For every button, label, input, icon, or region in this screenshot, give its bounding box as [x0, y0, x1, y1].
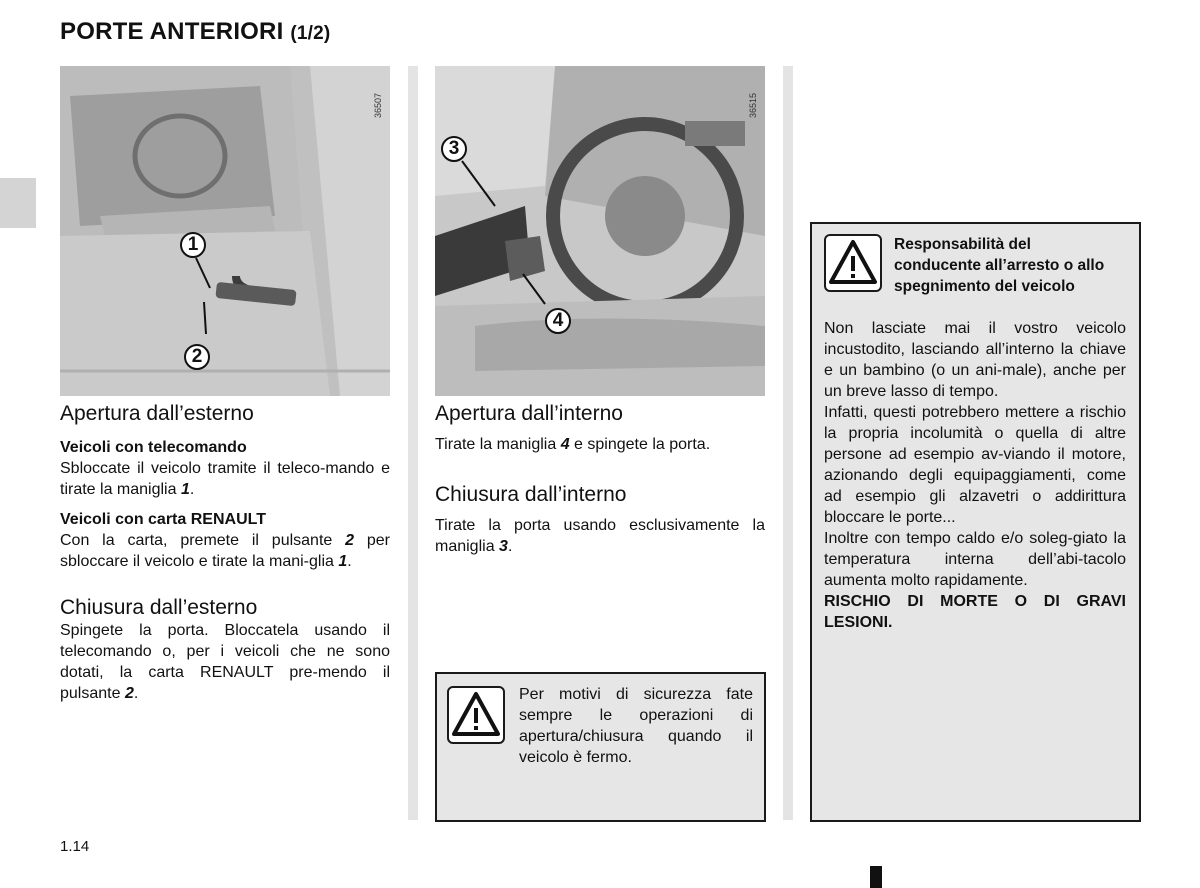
- ref-number: 1: [180, 481, 190, 498]
- open-inside-text-end: e spingete la porta.: [569, 436, 711, 453]
- close-outside-text-end: .: [133, 685, 139, 702]
- responsibility-para-3: Inoltre con tempo caldo e/o soleg-giato la temperatura interna dell’abi-tacolo aumenta molto rapidamente.: [824, 530, 1126, 589]
- close-outside-text: Spingete la porta. Bloccatela usando il telecomando o, per i veicoli che ne sono dotati, la carta RENAULT pre-mendo il pulsante: [60, 622, 390, 702]
- interior-door-figure: [435, 66, 765, 396]
- open-inside-text: Tirate la maniglia: [435, 436, 561, 453]
- page-number: 1.14: [60, 838, 90, 855]
- card-text-end: .: [347, 553, 352, 570]
- remote-text: Sbloccate il veicolo tramite il teleco-mando e tirate la maniglia: [60, 460, 390, 498]
- responsibility-title: Responsabilità del conducente all’arresto o allo spegnimento del veicolo: [894, 236, 1105, 295]
- remote-paragraph: [60, 458, 390, 500]
- close-outside-paragraph: [60, 620, 390, 704]
- figure-code: 36507: [373, 92, 383, 118]
- column-divider-right: [783, 66, 793, 820]
- heading-close-inside: Chiusura dall’interno: [435, 483, 627, 506]
- ref-number: 2: [124, 685, 134, 702]
- page-title-part: (1/2): [290, 23, 331, 44]
- callout-3: 3: [441, 136, 467, 162]
- section-tab: [0, 178, 36, 228]
- callout-1: 1: [180, 232, 206, 258]
- ref-number: 3: [499, 538, 508, 555]
- subheading-remote: Veicoli con telecomando: [60, 439, 247, 456]
- subheading-card: Veicoli con carta RENAULT: [60, 511, 266, 528]
- close-inside-text-end: .: [507, 538, 513, 555]
- ref-number: 4: [560, 436, 570, 453]
- safety-warning-text: Per motivi di sicurezza fate sempre le operazioni di apertura/chiusura quando il veicolo è fermo.: [519, 686, 753, 766]
- column-divider-left: [408, 66, 418, 820]
- page-title-main: PORTE ANTERIORI: [60, 18, 284, 45]
- card-text: Con la carta, premete il pulsante: [60, 532, 346, 549]
- safety-warning-box: [435, 672, 766, 822]
- close-inside-paragraph: [435, 515, 765, 557]
- card-text-mid: per sbloccare il veicolo e tirate la mani-glia: [60, 532, 390, 570]
- left-text-column: [60, 400, 390, 704]
- card-paragraph: [60, 530, 390, 572]
- responsibility-para-2: Infatti, questi potrebbero mettere a rischio la propria incolumità o quella di altre persone ad esempio av-viando il motore, azionando degli equipaggiamenti, come ad esempio gli alzavetri o addirittura bloccare le porte...: [824, 404, 1126, 526]
- callout-4: 4: [545, 308, 571, 334]
- responsibility-danger: RISCHIO DI MORTE O DI GRAVI LESIONI.: [824, 593, 1126, 631]
- page-title: [60, 18, 330, 46]
- responsibility-body: [824, 318, 1126, 633]
- open-inside-paragraph: [435, 434, 765, 455]
- driver-responsibility-box: [810, 222, 1141, 822]
- callout-lines-middle: [435, 66, 765, 396]
- figure-code: 36515: [748, 92, 758, 118]
- heading-open-inside: Apertura dall’interno: [435, 402, 623, 425]
- callout-lines-left: [60, 66, 390, 396]
- middle-text-column: [435, 400, 765, 557]
- ref-number: 2: [345, 532, 355, 549]
- ref-number: 1: [338, 553, 348, 570]
- warning-triangle-icon: [447, 686, 505, 744]
- callout-2: 2: [184, 344, 210, 370]
- page-edge-marker: [870, 866, 882, 888]
- heading-close-outside: Chiusura dall’esterno: [60, 596, 258, 619]
- remote-text-end: .: [189, 481, 195, 498]
- exterior-door-figure: [60, 66, 390, 396]
- responsibility-para-1: Non lasciate mai il vostro veicolo incustodito, lasciando all’interno la chiave e un bambino (o un ani-male), anche per un breve lasso di tempo.: [824, 320, 1126, 400]
- heading-open-outside: Apertura dall’esterno: [60, 402, 254, 425]
- close-inside-text: Tirate la porta usando esclusivamente la maniglia: [435, 517, 765, 555]
- warning-triangle-icon: [824, 234, 882, 292]
